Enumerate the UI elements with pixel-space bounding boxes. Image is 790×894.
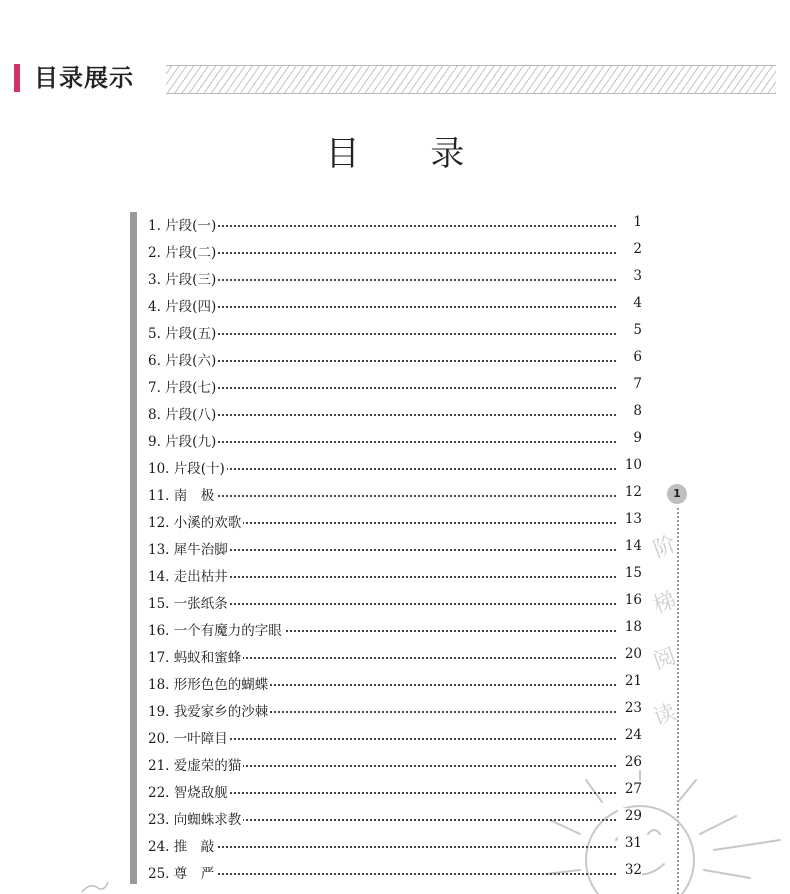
toc-entry	[146, 561, 642, 588]
toc-entry-page: 3	[618, 268, 642, 284]
toc-entry-page: 29	[618, 808, 642, 824]
dot-leader	[206, 576, 616, 578]
toc-entry-page: 14	[618, 538, 642, 554]
dot-leader	[206, 360, 616, 362]
toc-entry	[146, 696, 642, 723]
toc-entry-page: 27	[618, 781, 642, 797]
toc-entry-title: 17. 蚂蚁和蜜蜂	[148, 646, 243, 666]
toc-entry-page: 4	[618, 295, 642, 311]
dot-leader	[206, 522, 616, 524]
toc-entry-title: 6. 片段(六)	[148, 349, 218, 369]
dot-leader	[206, 738, 616, 740]
toc-entry-title: 8. 片段(八)	[148, 403, 218, 423]
toc-entry-page: 6	[618, 349, 642, 365]
dot-leader	[206, 792, 616, 794]
corner-flourish-icon	[80, 880, 110, 894]
toc-entry-page: 26	[618, 754, 642, 770]
toc-entry-page: 2	[618, 241, 642, 257]
toc-entry	[146, 453, 642, 480]
toc-entry-page: 23	[618, 700, 642, 716]
accent-bar	[14, 64, 20, 92]
side-caption-char: 梯	[650, 588, 680, 620]
hatch-divider	[166, 65, 776, 94]
toc-entry-title: 25. 尊 严	[148, 862, 216, 882]
toc-entry-title: 4. 片段(四)	[148, 295, 218, 315]
dot-leader	[206, 252, 616, 254]
dot-leader	[206, 495, 616, 497]
toc-entry	[146, 399, 642, 426]
dot-leader	[206, 387, 616, 389]
toc-entry-title: 5. 片段(五)	[148, 322, 218, 342]
toc-entry-title: 13. 犀牛治脚	[148, 538, 230, 558]
dot-leader	[206, 279, 616, 281]
toc-entry	[146, 615, 642, 642]
page-number-badge: 1	[667, 484, 687, 504]
dot-leader	[206, 819, 616, 821]
toc-entry-page: 16	[618, 592, 642, 608]
toc-entry	[146, 534, 642, 561]
toc-entry	[146, 480, 642, 507]
toc-entry-title: 19. 我爱家乡的沙棘	[148, 700, 270, 720]
dot-leader	[206, 765, 616, 767]
toc-entry-page: 15	[618, 565, 642, 581]
section-header	[14, 60, 776, 96]
toc-entry	[146, 210, 642, 237]
toc-entry	[146, 237, 642, 264]
toc-entry-page: 1	[618, 214, 642, 230]
left-rule	[130, 212, 137, 884]
toc-entry	[146, 372, 642, 399]
toc-entry	[146, 507, 642, 534]
toc-entry-page: 18	[618, 619, 642, 635]
dot-leader	[206, 873, 616, 875]
toc-entry-title: 7. 片段(七)	[148, 376, 218, 396]
dot-leader	[206, 549, 616, 551]
toc-entry	[146, 426, 642, 453]
toc-entry	[146, 642, 642, 669]
toc-entry-page: 8	[618, 403, 642, 419]
toc-entry-title: 20. 一叶障目	[148, 727, 230, 747]
side-caption	[648, 520, 682, 750]
side-caption-char: 阶	[650, 532, 680, 564]
toc-entry	[146, 669, 642, 696]
toc-entry-page: 10	[618, 457, 642, 473]
dot-leader	[206, 603, 616, 605]
page-title: 目 录	[325, 134, 495, 174]
section-title: 目录展示	[34, 64, 134, 92]
toc-entry-title: 16. 一个有魔力的字眼	[148, 619, 284, 639]
toc-entry-page: 24	[618, 727, 642, 743]
toc-entry-page: 5	[618, 322, 642, 338]
toc-entry	[146, 723, 642, 750]
toc-entry-title: 10. 片段(十)	[148, 457, 227, 477]
dot-leader	[206, 846, 616, 848]
toc-entry-page: 13	[618, 511, 642, 527]
dot-leader	[206, 225, 616, 227]
toc-entry-title: 23. 向蜘蛛求教	[148, 808, 243, 828]
toc-entry-page: 9	[618, 430, 642, 446]
toc-entry	[146, 345, 642, 372]
toc-entry-title: 22. 智烧敌舰	[148, 781, 230, 801]
toc-entry-page: 32	[618, 862, 642, 878]
toc-entry-title: 2. 片段(二)	[148, 241, 218, 261]
dot-leader	[206, 657, 616, 659]
toc-entry-title: 14. 走出枯井	[148, 565, 230, 585]
toc-entry-title: 3. 片段(三)	[148, 268, 218, 288]
dot-leader	[206, 468, 616, 470]
toc-entry-title: 12. 小溪的欢歌	[148, 511, 243, 531]
toc-entry	[146, 264, 642, 291]
side-caption-char: 读	[650, 700, 680, 732]
toc-entry-title: 18. 形形色色的蝴蝶	[148, 673, 270, 693]
toc-entry	[146, 318, 642, 345]
toc-entry	[146, 588, 642, 615]
toc-entry-title: 9. 片段(九)	[148, 430, 218, 450]
toc-entry-title: 15. 一张纸条	[148, 592, 230, 612]
dot-leader	[206, 306, 616, 308]
toc-entry-title: 1. 片段(一)	[148, 214, 218, 234]
dot-leader	[206, 441, 616, 443]
toc-entry-page: 12	[618, 484, 642, 500]
toc-entry-page: 31	[618, 835, 642, 851]
dot-leader	[206, 333, 616, 335]
toc-entry	[146, 291, 642, 318]
dot-leader	[206, 414, 616, 416]
side-caption-char: 阅	[650, 644, 680, 676]
toc-entry-page: 7	[618, 376, 642, 392]
toc-entry-title: 11. 南 极	[148, 484, 216, 504]
toc-entry-title: 21. 爱虚荣的猫	[148, 754, 243, 774]
toc-entry-title: 24. 推 敲	[148, 835, 216, 855]
toc-entry-page: 21	[618, 673, 642, 689]
toc-entry-page: 20	[618, 646, 642, 662]
